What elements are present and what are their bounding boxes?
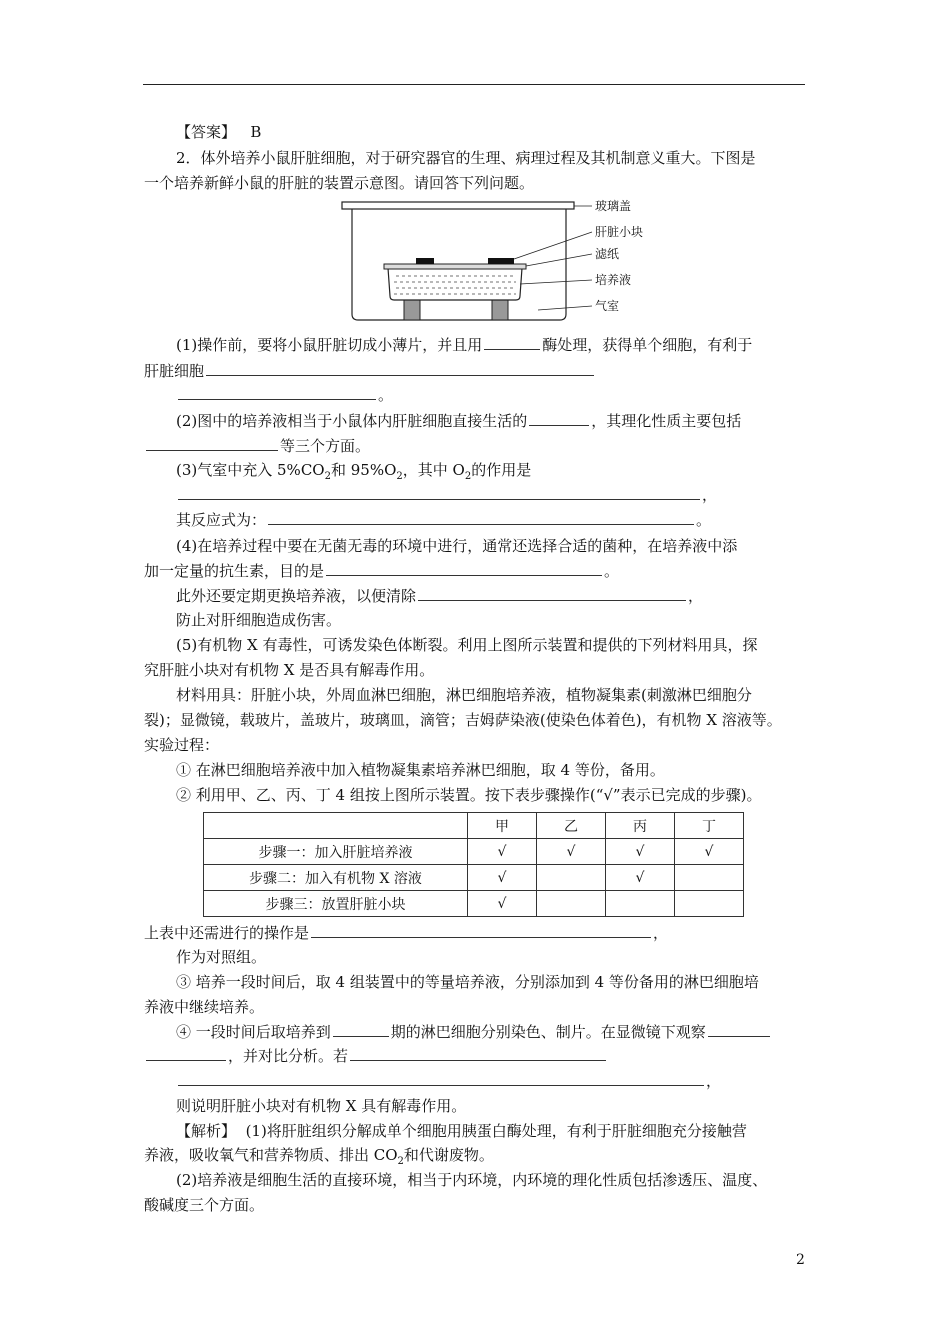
answer-line (176, 121, 261, 143)
steps-table (203, 812, 744, 917)
blank-phase[interactable] (333, 1021, 389, 1037)
q2-blank-environment[interactable] (529, 410, 589, 426)
step4-line-2: ，并对比分析。若 (144, 1045, 608, 1067)
q2-line-1: (2)图中的培养液相当于小鼠体内肝脏细胞直接生活的 ，其理化性质主要包括 (176, 412, 742, 430)
culture-dish (388, 268, 522, 300)
header-yi: 乙 (537, 813, 606, 839)
label-filter-paper: 滤纸 (595, 247, 620, 261)
q3-blank-equation[interactable] (268, 509, 694, 525)
analysis-line-1: 【解析】 (1)将肝脏组织分解成单个细胞用胰蛋白酶处理，有利于肝脏细胞充分接触营 (176, 1122, 747, 1140)
label-liver-piece: 肝脏小块 (595, 225, 644, 239)
step4-line-4: 则说明肝脏小块对有机物 X 具有解毒作用。 (176, 1097, 467, 1115)
page-number: 2 (796, 1252, 805, 1268)
question-intro-1: 2．体外培养小鼠肝脏细胞，对于研究器官的生理、病理过程及其机制意义重大。下图是 (176, 149, 756, 167)
analysis-label: 【解析】 (176, 1122, 237, 1140)
process-title: 实验过程： (144, 736, 220, 754)
table-row: 步骤一：加入肝脏培养液 √ √ √ √ (204, 839, 744, 865)
answer-label: 【答案】 (176, 123, 237, 141)
q4-blank-purpose[interactable] (326, 560, 602, 576)
label-air-chamber: 气室 (595, 299, 620, 313)
step4-line-1: ④ 一段时间后取培养到 期的淋巴细胞分别染色、制片。在显微镜下观察 (176, 1021, 772, 1043)
q1-line-2: 肝脏细胞 (144, 360, 596, 382)
q5-line-2: 究肝脏小块对有机物 X 是否具有解毒作用。 (144, 661, 435, 679)
after-table-line-2: 作为对照组。 (176, 948, 267, 966)
q1-line-3: 。 (176, 384, 393, 406)
header-rule (143, 84, 805, 85)
table-header-row (204, 813, 744, 839)
q1-blank-benefit-a[interactable] (206, 360, 594, 376)
label-culture-medium: 培养液 (595, 273, 632, 287)
analysis-line-3: (2)培养液是细胞生活的直接环境，相当于内环境，内环境的理化性质包括渗透压、温度、 (176, 1171, 768, 1189)
filter-paper (384, 264, 526, 269)
q2-blank-properties[interactable] (146, 435, 278, 451)
q3-line-1: (3)气室中充入 $5\%CO_2$和 $95\%O_2$，其中 $O_2$的作用是 (176, 461, 532, 482)
materials-line-2: 裂)；显微镜，载玻片，盖玻片，玻璃皿，滴管；吉姆萨染液(使染色体着色)，有机物 X 溶液等。 (144, 711, 782, 729)
materials-line-1: 材料用具：肝脏小块，外周血淋巴细胞，淋巴细胞培养液，植物凝集素(刺激淋巴细胞分 (176, 686, 752, 704)
q5-line-1: (5)有机物 X 有毒性，可诱发染色体断裂。利用上图所示装置和提供的下列材料用具，探 (176, 636, 758, 654)
process-step-2: ② 利用甲、乙、丙、丁 4 组按上图所示装置。按下表步骤操作(“√”表示已完成的步骤)。 (176, 786, 762, 804)
q1-blank-enzyme[interactable] (484, 334, 540, 350)
blank-result-b[interactable] (178, 1070, 704, 1086)
step3-line-1: ③ 培养一段时间后，取 4 组装置中的等量培养液，分别添加到 4 等份备用的淋巴细胞培 (176, 973, 759, 991)
q4-line-2: 加一定量的抗生素，目的是 。 (144, 562, 620, 580)
q3-line-3: 其反应式为： 。 (176, 511, 712, 529)
table-row: 步骤二：加入有机物 X 溶液 √ √ (204, 865, 744, 891)
header-jia: 甲 (468, 813, 537, 839)
q3-blank-o2-role[interactable] (178, 484, 700, 500)
blank-result-a[interactable] (350, 1045, 606, 1061)
q1-line-1: (1)操作前，要将小鼠肝脏切成小薄片，并且用 酶处理，获得单个细胞，有利于 (176, 336, 753, 354)
q4-line-3: 此外还要定期更换培养液，以便清除 ， (176, 587, 704, 605)
liver-piece-right (488, 258, 514, 264)
question-intro-2: 一个培养新鲜小鼠的肝脏的装置示意图。请回答下列问题。 (144, 174, 535, 192)
blank-observe-a[interactable] (708, 1021, 770, 1037)
support-leg-left (404, 300, 420, 320)
step4-line-3: ， (176, 1070, 721, 1092)
liver-piece-left (416, 258, 434, 264)
process-step-1: ① 在淋巴细胞培养液中加入植物凝集素培养淋巴细胞，取 4 等份，备用。 (176, 761, 665, 779)
q4-line-4: 防止对肝细胞造成伤害。 (176, 611, 342, 629)
glass-lid (342, 202, 574, 209)
header-bing: 丙 (606, 813, 675, 839)
after-table-line-1: 上表中还需进行的操作是 ， (144, 924, 669, 942)
analysis-line-4: 酸碱度三个方面。 (144, 1196, 265, 1214)
step3-line-2: 养液中继续培养。 (144, 998, 265, 1016)
answer-value: B (250, 123, 262, 141)
analysis-line-2: 养液，吸收氧气和营养物质、排出 $CO_2$和代谢废物。 (144, 1146, 494, 1167)
q2-line-2: 等三个方面。 (144, 435, 370, 457)
blank-observe-b[interactable] (146, 1045, 226, 1061)
support-leg-right (492, 300, 508, 320)
q4-blank-remove[interactable] (418, 585, 686, 601)
blank-control-operation[interactable] (311, 922, 651, 938)
culture-apparatus-diagram (330, 196, 650, 326)
q4-line-1: (4)在培养过程中要在无菌无毒的环境中进行，通常还选择合适的菌种，在培养液中添 (176, 537, 738, 555)
header-ding: 丁 (675, 813, 744, 839)
label-glass-lid: 玻璃盖 (595, 199, 632, 213)
q1-blank-benefit-b[interactable] (178, 384, 376, 400)
table-row: 步骤三：放置肝脏小块 √ (204, 891, 744, 917)
q3-line-2: ， (176, 484, 717, 506)
